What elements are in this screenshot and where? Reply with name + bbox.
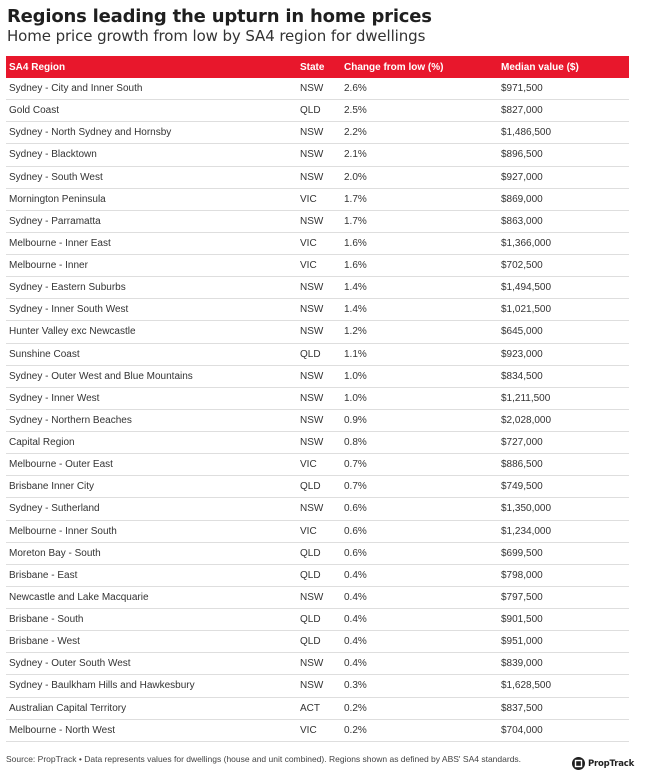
cell-median: $699,500 (501, 547, 543, 559)
table-row (6, 144, 629, 166)
cell-median: $951,000 (501, 636, 543, 648)
cell-change: 2.5% (344, 105, 367, 117)
cell-state: NSW (300, 171, 324, 183)
cell-median: $923,000 (501, 348, 543, 360)
cell-median: $869,000 (501, 193, 543, 205)
cell-median: $971,500 (501, 83, 543, 95)
cell-region: Australian Capital Territory (9, 702, 127, 714)
cell-region: Sydney - Sutherland (9, 503, 100, 515)
cell-region: Sunshine Coast (9, 348, 80, 360)
cell-region: Sydney - Northern Beaches (9, 414, 132, 426)
cell-state: VIC (300, 525, 317, 537)
cell-region: Gold Coast (9, 105, 60, 117)
table-row (6, 432, 629, 454)
cell-median: $896,500 (501, 149, 543, 161)
table-row (6, 698, 629, 720)
cell-median: $927,000 (501, 171, 543, 183)
cell-region: Sydney - Parramatta (9, 215, 101, 227)
table-row (6, 454, 629, 476)
cell-state: NSW (300, 370, 324, 382)
cell-median: $1,486,500 (501, 127, 552, 139)
cell-state: QLD (300, 547, 321, 559)
cell-change: 1.0% (344, 370, 367, 382)
cell-median: $837,500 (501, 702, 543, 714)
cell-state: NSW (300, 414, 324, 426)
table-row (6, 410, 629, 432)
cell-state: VIC (300, 193, 317, 205)
table-row (6, 720, 629, 742)
cell-state: NSW (300, 503, 324, 515)
cell-region: Melbourne - Inner East (9, 237, 111, 249)
cell-state: NSW (300, 680, 324, 692)
cell-region: Newcastle and Lake Macquarie (9, 591, 149, 603)
cell-region: Moreton Bay - South (9, 547, 101, 559)
cell-change: 0.6% (344, 503, 367, 515)
cell-median: $834,500 (501, 370, 543, 382)
cell-change: 2.2% (344, 127, 367, 139)
table-row (6, 321, 629, 343)
cell-change: 0.4% (344, 658, 367, 670)
cell-state: QLD (300, 105, 321, 117)
cell-state: NSW (300, 658, 324, 670)
cell-region: Brisbane - West (9, 636, 80, 648)
cell-state: NSW (300, 127, 324, 139)
table-row (6, 167, 629, 189)
cell-change: 0.6% (344, 547, 367, 559)
header-region: SA4 Region (9, 61, 66, 73)
proptrack-logo-icon (572, 757, 585, 770)
cell-region: Brisbane - East (9, 569, 78, 581)
cell-change: 1.7% (344, 215, 367, 227)
cell-region: Melbourne - Inner (9, 260, 88, 272)
logo-text: PropTrack (588, 758, 635, 769)
cell-change: 1.2% (344, 326, 367, 338)
cell-median: $1,350,000 (501, 503, 552, 515)
table-row (6, 675, 629, 697)
cell-region: Sydney - City and Inner South (9, 83, 143, 95)
cell-region: Sydney - South West (9, 171, 103, 183)
table-row (6, 122, 629, 144)
cell-median: $798,000 (501, 569, 543, 581)
cell-state: VIC (300, 260, 317, 272)
page-subtitle: Home price growth from low by SA4 region for dwellings (7, 27, 426, 45)
cell-region: Brisbane - South (9, 614, 84, 626)
table-row (6, 78, 629, 100)
table-row (6, 565, 629, 587)
cell-median: $1,211,500 (501, 392, 551, 404)
cell-state: VIC (300, 237, 317, 249)
proptrack-logo (572, 757, 634, 770)
header-state: State (300, 61, 325, 73)
cell-median: $863,000 (501, 215, 543, 227)
table-row (6, 543, 629, 565)
cell-change: 2.0% (344, 171, 367, 183)
cell-median: $702,500 (501, 260, 543, 272)
cell-state: NSW (300, 591, 324, 603)
table-row (6, 211, 629, 233)
cell-region: Brisbane Inner City (9, 481, 95, 493)
cell-change: 0.7% (344, 459, 367, 471)
cell-change: 2.1% (344, 149, 367, 161)
table-row (6, 344, 629, 366)
cell-change: 0.4% (344, 569, 367, 581)
cell-region: Sydney - Inner South West (9, 304, 129, 316)
cell-state: QLD (300, 569, 321, 581)
table-row (6, 233, 629, 255)
table-row (6, 476, 629, 498)
table-row (6, 653, 629, 675)
cell-median: $1,234,000 (501, 525, 552, 537)
source-note: Source: PropTrack • Data represents values for dwellings (house and unit combined). Regions shown as defined by ABS' SA4 standards. (6, 754, 522, 764)
cell-median: $839,000 (501, 658, 543, 670)
cell-median: $727,000 (501, 437, 543, 449)
cell-median: $1,366,000 (501, 237, 552, 249)
cell-state: NSW (300, 149, 324, 161)
cell-state: NSW (300, 83, 324, 95)
cell-region: Hunter Valley exc Newcastle (9, 326, 136, 338)
cell-state: NSW (300, 215, 324, 227)
cell-change: 1.4% (344, 304, 367, 316)
cell-change: 0.2% (344, 724, 367, 736)
cell-change: 0.4% (344, 636, 367, 648)
cell-region: Sydney - Outer South West (9, 658, 131, 670)
cell-change: 1.1% (344, 348, 367, 360)
cell-region: Mornington Peninsula (9, 193, 106, 205)
cell-region: Melbourne - North West (9, 724, 115, 736)
cell-median: $1,021,500 (501, 304, 552, 316)
cell-state: ACT (300, 702, 320, 714)
cell-state: QLD (300, 348, 321, 360)
table-row (6, 277, 629, 299)
cell-median: $704,000 (501, 724, 543, 736)
cell-region: Melbourne - Inner South (9, 525, 117, 537)
header-median: Median value ($) (501, 61, 579, 73)
cell-median: $1,494,500 (501, 282, 552, 294)
cell-median: $901,500 (501, 614, 543, 626)
cell-state: VIC (300, 724, 317, 736)
cell-change: 0.4% (344, 591, 367, 603)
cell-median: $827,000 (501, 105, 543, 117)
table-row (6, 609, 629, 631)
proptrack-logo-glyph (574, 759, 583, 768)
cell-region: Sydney - Eastern Suburbs (9, 282, 126, 294)
cell-region: Sydney - Baulkham Hills and Hawkesbury (9, 680, 195, 692)
table-row (6, 521, 629, 543)
table-row (6, 100, 629, 122)
cell-change: 1.0% (344, 392, 367, 404)
cell-median: $886,500 (501, 459, 543, 471)
cell-state: NSW (300, 392, 324, 404)
cell-region: Sydney - Outer West and Blue Mountains (9, 370, 193, 382)
cell-change: 0.6% (344, 525, 367, 537)
table-row (6, 388, 629, 410)
table-row (6, 498, 629, 520)
header-change: Change from low (%) (344, 61, 444, 73)
cell-state: NSW (300, 304, 324, 316)
cell-median: $749,500 (501, 481, 543, 493)
table-row (6, 366, 629, 388)
cell-change: 1.4% (344, 282, 367, 294)
cell-state: QLD (300, 481, 321, 493)
cell-median: $1,628,500 (501, 680, 552, 692)
cell-change: 0.2% (344, 702, 367, 714)
table-row (6, 189, 629, 211)
cell-median: $797,500 (501, 591, 543, 603)
cell-median: $2,028,000 (501, 414, 552, 426)
cell-change: 0.8% (344, 437, 367, 449)
cell-region: Melbourne - Outer East (9, 459, 113, 471)
cell-state: NSW (300, 437, 324, 449)
cell-change: 1.7% (344, 193, 367, 205)
table-row (6, 631, 629, 653)
cell-state: NSW (300, 282, 324, 294)
page-title: Regions leading the upturn in home prices (7, 6, 432, 27)
cell-region: Sydney - North Sydney and Hornsby (9, 127, 172, 139)
data-table (6, 56, 629, 742)
cell-change: 0.7% (344, 481, 367, 493)
cell-change: 2.6% (344, 83, 367, 95)
cell-region: Capital Region (9, 437, 75, 449)
cell-change: 0.4% (344, 614, 367, 626)
cell-change: 1.6% (344, 237, 367, 249)
cell-state: NSW (300, 326, 324, 338)
cell-region: Sydney - Blacktown (9, 149, 97, 161)
table-row (6, 299, 629, 321)
table-row (6, 587, 629, 609)
cell-region: Sydney - Inner West (9, 392, 100, 404)
cell-median: $645,000 (501, 326, 543, 338)
table-header (6, 56, 629, 78)
cell-change: 0.3% (344, 680, 367, 692)
cell-change: 1.6% (344, 260, 367, 272)
cell-state: VIC (300, 459, 317, 471)
cell-change: 0.9% (344, 414, 367, 426)
table-row (6, 255, 629, 277)
cell-state: QLD (300, 614, 321, 626)
table-body (6, 78, 629, 742)
cell-state: QLD (300, 636, 321, 648)
